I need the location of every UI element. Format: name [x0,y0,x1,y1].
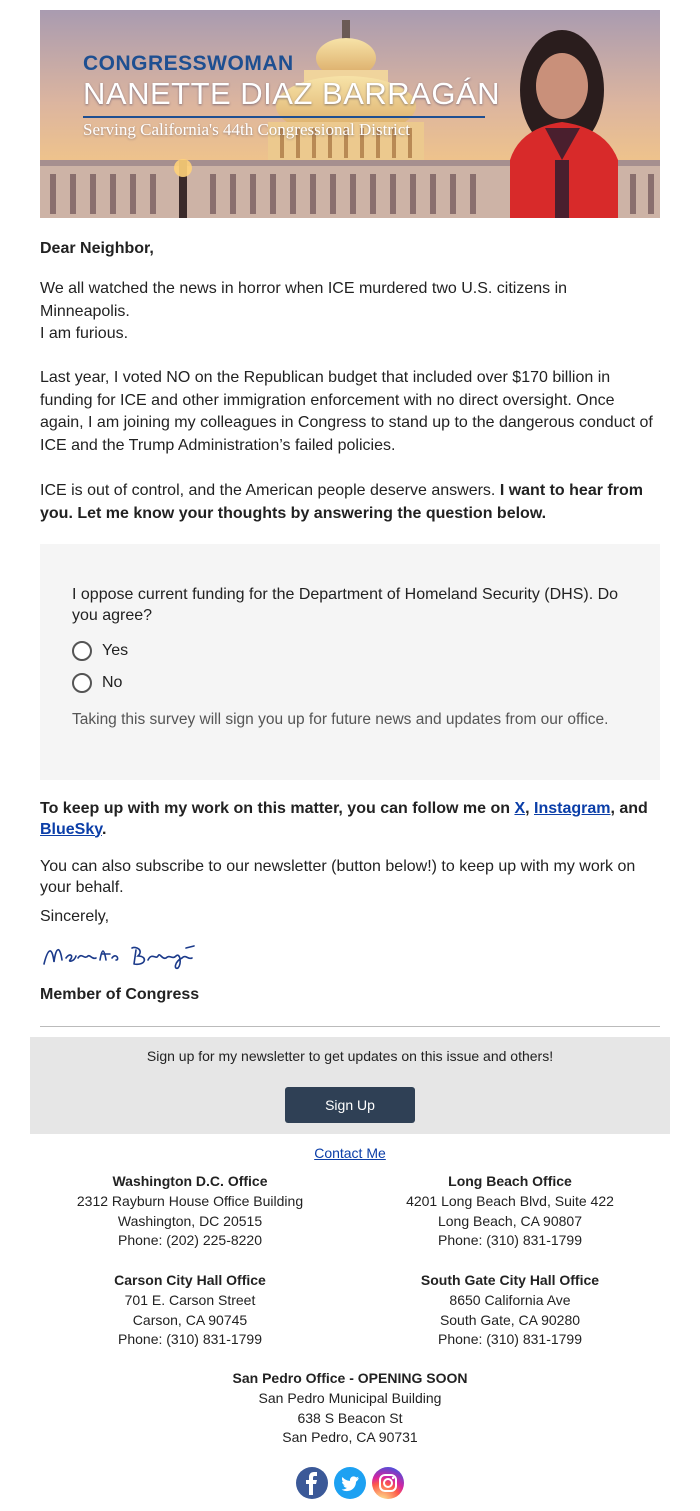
twitter-icon[interactable] [334,1467,366,1499]
greeting: Dear Neighbor, [40,240,154,257]
survey-box [40,544,660,780]
bluesky-link[interactable]: BlueSky [40,820,102,838]
social-icons [296,1467,404,1499]
radio-no[interactable] [72,673,92,693]
office-san-pedro [200,1369,500,1448]
office-title: Carson City Hall Office [114,1272,266,1288]
header-banner [40,10,660,218]
divider [40,1026,660,1027]
member-title: Member of Congress [40,986,200,1003]
survey-option-no[interactable] [72,671,122,695]
follow-paragraph [40,799,660,840]
signature [40,938,200,972]
office-title: Washington D.C. Office [112,1173,268,1189]
office-title: Long Beach Office [448,1173,572,1189]
paragraph-4 [40,480,660,525]
office-city: Washington, DC 20515 [117,1212,263,1229]
office-phone: Phone: (310) 831-1799 [438,1331,582,1348]
paragraph-1: We all watched the news in horror when ICE murdered two U.S. citizens in Minneapolis. [40,280,568,320]
follow-end: . [101,820,107,838]
survey-note: Taking this survey will sign you up for future news and updates from our office. [72,711,609,728]
banner-eyebrow: CONGRESSWOMAN [83,52,294,75]
signup-text: Sign up for my newsletter to get updates on this issue and others! [146,1048,554,1064]
paragraph-4-text: ICE is out of control, and the American people deserve answers. [40,482,500,499]
facebook-icon[interactable] [296,1467,328,1499]
newsletter-signup [30,1037,670,1134]
follow-sep: , [525,800,534,817]
office-city: South Gate, CA 90280 [439,1311,581,1328]
survey-question: I oppose current funding for the Department of Homeland Security (DHS). Do you agree? [72,586,619,624]
office-address: 2312 Rayburn House Office Building [76,1192,304,1209]
contact-me-link[interactable]: Contact Me [314,1145,386,1161]
office-phone: Phone: (310) 831-1799 [118,1331,262,1348]
instagram-link[interactable]: Instagram [534,800,611,817]
office-address: 701 E. Carson Street [124,1291,256,1308]
paragraph-3: Last year, I voted NO on the Republican budget that included over $170 billion in funding for ICE and other immigration enforcement with no direct oversight. Once again, I am joining my colleagues in Congress to stand up to the dangerous conduct of ICE and the Trump Administration’s failed policies. [40,369,653,454]
follow-and: , and [610,800,648,817]
subscribe-paragraph: You can also subscribe to our newsletter (button below!) to keep up with my work on your behalf. [40,858,636,896]
paragraph-2: I am furious. [40,325,129,342]
banner-name: NANETTE DIAZ BARRAGÁN [83,76,500,111]
option-label: Yes [102,642,129,659]
office-phone: Phone: (310) 831-1799 [438,1232,582,1249]
banner-subtitle: Serving California's 44th Congressional District [83,120,410,139]
office-title: San Pedro Office - OPENING SOON [232,1370,468,1386]
office-address: 638 S Beacon St [297,1409,403,1426]
contact-row [0,1145,700,1161]
office-phone: Phone: (202) 225-8220 [118,1232,262,1249]
office-address: 8650 California Ave [449,1291,571,1308]
option-label: No [102,674,123,691]
office-carson [40,1271,340,1350]
office-city: Long Beach, CA 90807 [437,1212,582,1229]
capitol-illustration [40,10,660,218]
sincerely: Sincerely, [40,908,110,925]
office-city: Carson, CA 90745 [132,1311,248,1328]
sign-up-button[interactable]: Sign Up [285,1087,415,1123]
office-dc [40,1172,340,1251]
paragraph-4-emphasis: I want to hear from you. Let me know your thoughts by answering the question below. [40,482,643,522]
banner-divider [83,116,485,118]
x-link[interactable]: X [514,800,526,817]
instagram-icon[interactable] [372,1467,404,1499]
office-south-gate [360,1271,660,1350]
office-title: South Gate City Hall Office [420,1272,600,1288]
office-long-beach [360,1172,660,1251]
office-city: San Pedro, CA 90731 [282,1429,418,1446]
follow-prefix: To keep up with my work on this matter, you can follow me on [40,800,515,817]
survey-option-yes[interactable] [72,639,128,663]
office-address: 4201 Long Beach Blvd, Suite 422 [406,1192,614,1209]
radio-yes[interactable] [72,641,92,661]
office-building: San Pedro Municipal Building [258,1389,442,1406]
